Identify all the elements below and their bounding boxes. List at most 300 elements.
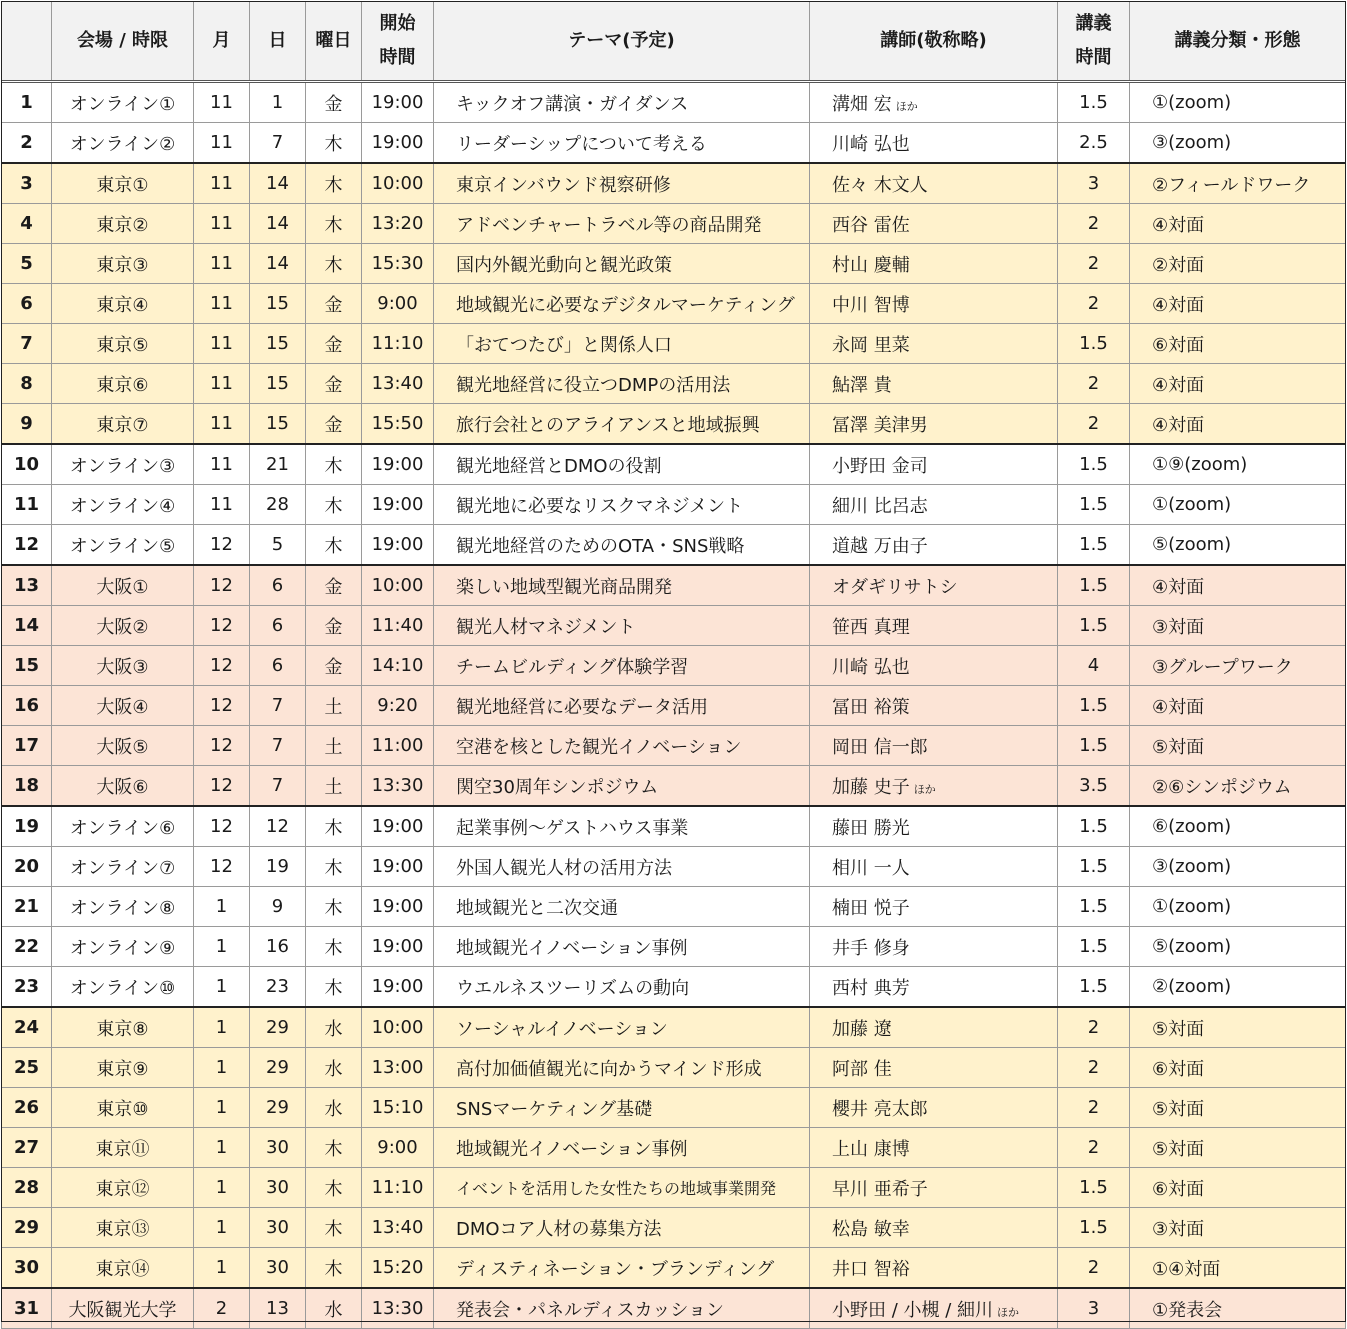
cell-month: 1	[194, 1088, 250, 1128]
cell-no: 2	[2, 123, 52, 164]
cell-venue: 大阪④	[52, 686, 194, 726]
cell-lecture-hours: 2	[1058, 244, 1130, 284]
cell-venue: オンライン②	[52, 123, 194, 164]
cell-month: 12	[194, 686, 250, 726]
lecturer-name: 細川 比呂志	[832, 495, 928, 517]
cell-start-time: 13:30	[362, 1288, 434, 1329]
cell-month: 11	[194, 485, 250, 525]
cell-lecture-hours: 2	[1058, 1088, 1130, 1128]
cell-start-time: 19:00	[362, 927, 434, 967]
cell-weekday: 水	[306, 1007, 362, 1048]
cell-no: 24	[2, 1007, 52, 1048]
table-row	[2, 1048, 1346, 1088]
cell-lecturer	[810, 887, 1058, 927]
lecturer-name: 小野田 金司	[832, 455, 928, 477]
cell-theme: 観光地経営に役立つDMPの活用法	[434, 364, 810, 404]
cell-day: 7	[250, 726, 306, 766]
lecturer-name: 阿部 佳	[832, 1058, 892, 1080]
cell-day: 13	[250, 1288, 306, 1329]
cell-start-time: 15:50	[362, 404, 434, 445]
cell-day: 6	[250, 565, 306, 606]
cell-lecturer	[810, 364, 1058, 404]
cell-month: 1	[194, 1048, 250, 1088]
cell-lecturer	[810, 444, 1058, 485]
header-venue: 会場 / 時限	[52, 2, 194, 82]
cell-category: ④対面	[1130, 565, 1346, 606]
cell-month: 12	[194, 766, 250, 807]
cell-weekday: 木	[306, 1128, 362, 1168]
cell-month: 1	[194, 1208, 250, 1248]
cell-category: ④対面	[1130, 686, 1346, 726]
cell-lecture-hours: 1.5	[1058, 565, 1130, 606]
cell-month: 2	[194, 1288, 250, 1329]
cell-category: ⑥対面	[1130, 1168, 1346, 1208]
cell-day: 15	[250, 404, 306, 445]
table-row	[2, 847, 1346, 887]
cell-day: 23	[250, 967, 306, 1008]
cell-lecture-hours: 1.5	[1058, 444, 1130, 485]
table-row	[2, 927, 1346, 967]
lecturer-name: 井口 智裕	[832, 1258, 910, 1280]
cell-start-time: 11:10	[362, 324, 434, 364]
cell-theme: ウエルネスツーリズムの動向	[434, 967, 810, 1008]
cell-start-time: 11:40	[362, 606, 434, 646]
header-lecturer: 講師(敬称略)	[810, 2, 1058, 82]
cell-lecturer	[810, 82, 1058, 123]
table-row	[2, 364, 1346, 404]
lecturer-name: 川崎 弘也	[832, 133, 910, 155]
cell-start-time: 19:00	[362, 806, 434, 847]
table-row	[2, 887, 1346, 927]
lecturer-name: 加藤 遼	[832, 1018, 892, 1040]
cell-theme: 楽しい地域型観光商品開発	[434, 565, 810, 606]
cell-category: ③対面	[1130, 606, 1346, 646]
cell-lecturer	[810, 244, 1058, 284]
cell-day: 15	[250, 324, 306, 364]
cell-weekday: 木	[306, 1208, 362, 1248]
lecturer-name: 岡田 信一郎	[832, 736, 928, 758]
cell-venue: オンライン④	[52, 485, 194, 525]
cell-lecturer	[810, 1088, 1058, 1128]
cell-lecture-hours: 2	[1058, 1128, 1130, 1168]
cell-start-time: 19:00	[362, 123, 434, 164]
cell-theme: 地域観光と二次交通	[434, 887, 810, 927]
cell-no: 16	[2, 686, 52, 726]
cell-lecturer	[810, 284, 1058, 324]
table-row	[2, 404, 1346, 445]
cell-lecturer	[810, 606, 1058, 646]
table-row	[2, 967, 1346, 1008]
header-day: 日	[250, 2, 306, 82]
cell-lecture-hours: 2	[1058, 1007, 1130, 1048]
cell-venue: 大阪②	[52, 606, 194, 646]
cell-no: 23	[2, 967, 52, 1008]
cell-month: 1	[194, 887, 250, 927]
header-start-line2: 時間	[379, 47, 416, 68]
schedule-sheet	[1, 1, 1345, 1329]
cell-lecture-hours: 2	[1058, 404, 1130, 445]
lecturer-name: 冨澤 美津男	[832, 414, 928, 436]
lecturer-name: 永岡 里菜	[832, 334, 910, 356]
lecturer-name: 溝畑 宏	[832, 93, 892, 115]
cell-no: 21	[2, 887, 52, 927]
cell-theme: 地域観光に必要なデジタルマーケティング	[434, 284, 810, 324]
cell-theme: DMOコア人材の募集方法	[434, 1208, 810, 1248]
lecturer-name: オダギリサトシ	[832, 576, 958, 598]
cell-month: 12	[194, 606, 250, 646]
cell-category: ③対面	[1130, 1208, 1346, 1248]
lecturer-name: 川崎 弘也	[832, 656, 910, 678]
cell-theme: チームビルディング体験学習	[434, 646, 810, 686]
table-row	[2, 444, 1346, 485]
cell-start-time: 19:00	[362, 525, 434, 566]
cell-no: 3	[2, 163, 52, 204]
cell-day: 12	[250, 806, 306, 847]
cell-venue: オンライン⑤	[52, 525, 194, 566]
cell-start-time: 13:40	[362, 1208, 434, 1248]
table-row	[2, 82, 1346, 123]
cell-lecture-hours: 2	[1058, 1248, 1130, 1289]
cell-weekday: 土	[306, 726, 362, 766]
cell-venue: 東京⑦	[52, 404, 194, 445]
cell-no: 7	[2, 324, 52, 364]
cell-day: 7	[250, 123, 306, 164]
cell-lecturer	[810, 1007, 1058, 1048]
cell-start-time: 13:30	[362, 766, 434, 807]
cell-theme: リーダーシップについて考える	[434, 123, 810, 164]
table-row	[2, 1208, 1346, 1248]
lecturer-name: 小野田 / 小槻 / 細川	[832, 1299, 994, 1321]
cell-theme: 観光人材マネジメント	[434, 606, 810, 646]
cell-venue: 東京⑥	[52, 364, 194, 404]
cell-month: 11	[194, 284, 250, 324]
cell-no: 11	[2, 485, 52, 525]
cell-day: 7	[250, 766, 306, 807]
cell-month: 11	[194, 244, 250, 284]
cell-venue: 東京②	[52, 204, 194, 244]
cell-start-time: 19:00	[362, 967, 434, 1008]
cell-theme: 観光地経営とDMOの役割	[434, 444, 810, 485]
cell-start-time: 14:10	[362, 646, 434, 686]
cell-weekday: 金	[306, 606, 362, 646]
cell-lecture-hours: 1.5	[1058, 927, 1130, 967]
cell-weekday: 金	[306, 324, 362, 364]
cell-month: 12	[194, 847, 250, 887]
cell-lecture-hours: 4	[1058, 646, 1130, 686]
cell-lecture-hours: 1.5	[1058, 485, 1130, 525]
cell-theme: 国内外観光動向と観光政策	[434, 244, 810, 284]
cell-lecturer	[810, 686, 1058, 726]
table-row	[2, 686, 1346, 726]
cell-category: ②対面	[1130, 244, 1346, 284]
cell-theme: 東京インバウンド視察研修	[434, 163, 810, 204]
cell-lecturer	[810, 1208, 1058, 1248]
cell-start-time: 19:00	[362, 444, 434, 485]
cell-start-time: 19:00	[362, 485, 434, 525]
cell-start-time: 10:00	[362, 163, 434, 204]
cell-venue: 大阪観光大学	[52, 1288, 194, 1329]
cell-lecturer	[810, 927, 1058, 967]
lecturer-name: 早川 亜希子	[832, 1178, 928, 1200]
cell-theme: 空港を核とした観光イノベーション	[434, 726, 810, 766]
cell-start-time: 9:20	[362, 686, 434, 726]
cell-weekday: 金	[306, 565, 362, 606]
cell-lecturer	[810, 847, 1058, 887]
table-row	[2, 485, 1346, 525]
cell-no: 26	[2, 1088, 52, 1128]
cell-lecture-hours: 1.5	[1058, 525, 1130, 566]
cell-no: 29	[2, 1208, 52, 1248]
table-row	[2, 244, 1346, 284]
lecturer-name: 松島 敏幸	[832, 1218, 910, 1240]
lecturer-name: 中川 智博	[832, 294, 910, 316]
cell-weekday: 木	[306, 887, 362, 927]
cell-lecturer	[810, 163, 1058, 204]
header-row	[2, 2, 1346, 82]
cell-category: ⑤対面	[1130, 1088, 1346, 1128]
cell-no: 5	[2, 244, 52, 284]
cell-theme: 地域観光イノベーション事例	[434, 1128, 810, 1168]
cell-category: ③グループワーク	[1130, 646, 1346, 686]
cell-lecturer	[810, 1248, 1058, 1289]
cell-category: ①発表会	[1130, 1288, 1346, 1329]
header-hours-line1: 講義	[1075, 13, 1112, 34]
lecturer-name: 藤田 勝光	[832, 817, 910, 839]
cell-venue: オンライン⑦	[52, 847, 194, 887]
cell-venue: 東京⑧	[52, 1007, 194, 1048]
cell-lecturer	[810, 123, 1058, 164]
cell-venue: 東京⑪	[52, 1128, 194, 1168]
cell-theme: SNSマーケティング基礎	[434, 1088, 810, 1128]
cell-month: 12	[194, 726, 250, 766]
lecturer-name: 西村 典芳	[832, 977, 910, 999]
cell-venue: 大阪①	[52, 565, 194, 606]
cell-no: 20	[2, 847, 52, 887]
cell-theme: ディスティネーション・ブランディング	[434, 1248, 810, 1289]
cell-venue: 東京③	[52, 244, 194, 284]
cell-venue: 東京⑭	[52, 1248, 194, 1289]
cell-no: 9	[2, 404, 52, 445]
cell-start-time: 15:20	[362, 1248, 434, 1289]
cell-weekday: 木	[306, 1248, 362, 1289]
cell-day: 14	[250, 244, 306, 284]
cell-weekday: 水	[306, 1288, 362, 1329]
cell-lecture-hours: 1.5	[1058, 1208, 1130, 1248]
cell-no: 17	[2, 726, 52, 766]
cell-month: 11	[194, 444, 250, 485]
cell-month: 12	[194, 525, 250, 566]
cell-lecture-hours: 2.5	[1058, 123, 1130, 164]
cell-category: ②フィールドワーク	[1130, 163, 1346, 204]
cell-weekday: 木	[306, 927, 362, 967]
cell-no: 18	[2, 766, 52, 807]
cell-lecture-hours: 3.5	[1058, 766, 1130, 807]
cell-venue: 大阪⑤	[52, 726, 194, 766]
cell-venue: オンライン⑩	[52, 967, 194, 1008]
lecturer-name: 井手 修身	[832, 937, 910, 959]
cell-lecture-hours: 1.5	[1058, 82, 1130, 123]
cell-start-time: 13:40	[362, 364, 434, 404]
header-weekday: 曜日	[306, 2, 362, 82]
cell-lecture-hours: 1.5	[1058, 686, 1130, 726]
cell-weekday: 金	[306, 364, 362, 404]
cell-theme: 高付加価値観光に向かうマインド形成	[434, 1048, 810, 1088]
cell-no: 13	[2, 565, 52, 606]
cell-theme: 関空30周年シンポジウム	[434, 766, 810, 807]
cell-day: 7	[250, 686, 306, 726]
cell-weekday: 木	[306, 204, 362, 244]
cell-weekday: 木	[306, 806, 362, 847]
lecturer-name: 鮎澤 貴	[832, 374, 892, 396]
cell-month: 12	[194, 646, 250, 686]
cell-weekday: 水	[306, 1088, 362, 1128]
cell-day: 9	[250, 887, 306, 927]
cell-start-time: 15:10	[362, 1088, 434, 1128]
table-row	[2, 1248, 1346, 1289]
cell-venue: 東京⑫	[52, 1168, 194, 1208]
lecturer-suffix: ほか	[895, 99, 918, 113]
cell-venue: 大阪③	[52, 646, 194, 686]
cell-weekday: 木	[306, 163, 362, 204]
table-row	[2, 1088, 1346, 1128]
lecturer-name: 櫻井 亮太郎	[832, 1098, 928, 1120]
cell-month: 11	[194, 123, 250, 164]
cell-no: 25	[2, 1048, 52, 1088]
cell-lecturer	[810, 1288, 1058, 1329]
lecturer-name: 西谷 雷佐	[832, 214, 910, 236]
cell-day: 16	[250, 927, 306, 967]
lecturer-name: 楠田 悦子	[832, 897, 910, 919]
cell-weekday: 金	[306, 646, 362, 686]
cell-lecture-hours: 1.5	[1058, 967, 1130, 1008]
table-row	[2, 123, 1346, 164]
cell-day: 5	[250, 525, 306, 566]
cell-start-time: 9:00	[362, 1128, 434, 1168]
cell-month: 11	[194, 324, 250, 364]
cell-no: 6	[2, 284, 52, 324]
cell-day: 1	[250, 82, 306, 123]
cell-theme: ソーシャルイノベーション	[434, 1007, 810, 1048]
cell-weekday: 金	[306, 82, 362, 123]
cell-category: ③(zoom)	[1130, 123, 1346, 164]
cell-weekday: 水	[306, 1048, 362, 1088]
cell-category: ⑥対面	[1130, 1048, 1346, 1088]
table-row	[2, 606, 1346, 646]
header-category: 講義分類・形態	[1130, 2, 1346, 82]
cell-category: ④対面	[1130, 364, 1346, 404]
cell-weekday: 木	[306, 967, 362, 1008]
cell-weekday: 木	[306, 123, 362, 164]
cell-lecturer	[810, 806, 1058, 847]
cell-no: 27	[2, 1128, 52, 1168]
lecturer-name: 笹西 真理	[832, 616, 910, 638]
cell-venue: オンライン⑥	[52, 806, 194, 847]
cell-lecture-hours: 2	[1058, 364, 1130, 404]
header-hours-line2: 時間	[1075, 47, 1112, 68]
cell-venue: 東京⑩	[52, 1088, 194, 1128]
lecturer-name: 村山 慶輔	[832, 254, 910, 276]
cell-day: 19	[250, 847, 306, 887]
cell-month: 1	[194, 1168, 250, 1208]
cell-theme: 発表会・パネルディスカッション	[434, 1288, 810, 1329]
cell-venue: 東京①	[52, 163, 194, 204]
cell-day: 14	[250, 204, 306, 244]
cell-venue: 東京⑨	[52, 1048, 194, 1088]
cell-lecturer	[810, 324, 1058, 364]
cell-start-time: 19:00	[362, 82, 434, 123]
cell-month: 11	[194, 82, 250, 123]
cell-lecture-hours: 1.5	[1058, 1168, 1130, 1208]
cell-venue: オンライン⑨	[52, 927, 194, 967]
cell-no: 1	[2, 82, 52, 123]
cell-category: ⑤対面	[1130, 1128, 1346, 1168]
cell-day: 29	[250, 1007, 306, 1048]
cell-lecture-hours: 1.5	[1058, 847, 1130, 887]
cell-start-time: 11:10	[362, 1168, 434, 1208]
table-row	[2, 1168, 1346, 1208]
cell-month: 11	[194, 204, 250, 244]
lecturer-suffix: ほか	[997, 1305, 1020, 1319]
cell-lecturer	[810, 404, 1058, 445]
cell-no: 30	[2, 1248, 52, 1289]
cell-lecture-hours: 1.5	[1058, 887, 1130, 927]
cell-theme: アドベンチャートラベル等の商品開発	[434, 204, 810, 244]
cell-theme: キックオフ講演・ガイダンス	[434, 82, 810, 123]
cell-category: ①(zoom)	[1130, 82, 1346, 123]
cell-category: ⑤(zoom)	[1130, 927, 1346, 967]
table-row	[2, 204, 1346, 244]
cell-day: 30	[250, 1168, 306, 1208]
lecturer-name: 佐々 木文人	[832, 174, 928, 196]
cell-weekday: 木	[306, 485, 362, 525]
cell-lecturer	[810, 1128, 1058, 1168]
cell-no: 4	[2, 204, 52, 244]
cell-day: 21	[250, 444, 306, 485]
lecture-schedule-table	[1, 1, 1346, 1329]
cell-day: 6	[250, 646, 306, 686]
table-row	[2, 766, 1346, 807]
cell-start-time: 19:00	[362, 847, 434, 887]
cell-lecture-hours: 1.5	[1058, 806, 1130, 847]
header-lecture-hours	[1058, 2, 1130, 82]
cell-weekday: 木	[306, 847, 362, 887]
cell-category: ④対面	[1130, 204, 1346, 244]
cell-lecturer	[810, 1048, 1058, 1088]
cell-weekday: 土	[306, 766, 362, 807]
cell-no: 8	[2, 364, 52, 404]
table-row	[2, 324, 1346, 364]
cell-lecture-hours: 1.5	[1058, 606, 1130, 646]
cell-month: 11	[194, 364, 250, 404]
table-row	[2, 565, 1346, 606]
cell-lecturer	[810, 204, 1058, 244]
cell-lecturer	[810, 1168, 1058, 1208]
cell-lecturer	[810, 525, 1058, 566]
cell-lecturer	[810, 726, 1058, 766]
cell-category: ①⑨(zoom)	[1130, 444, 1346, 485]
cell-venue: 東京⑤	[52, 324, 194, 364]
cell-theme: 観光地に必要なリスクマネジメント	[434, 485, 810, 525]
cell-category: ④対面	[1130, 284, 1346, 324]
cell-lecture-hours: 2	[1058, 1048, 1130, 1088]
lecturer-name: 上山 康博	[832, 1138, 910, 1160]
cell-category: ⑥対面	[1130, 324, 1346, 364]
cell-day: 29	[250, 1048, 306, 1088]
table-body	[2, 82, 1346, 1329]
cell-lecturer	[810, 967, 1058, 1008]
cell-day: 15	[250, 364, 306, 404]
cell-lecturer	[810, 766, 1058, 807]
